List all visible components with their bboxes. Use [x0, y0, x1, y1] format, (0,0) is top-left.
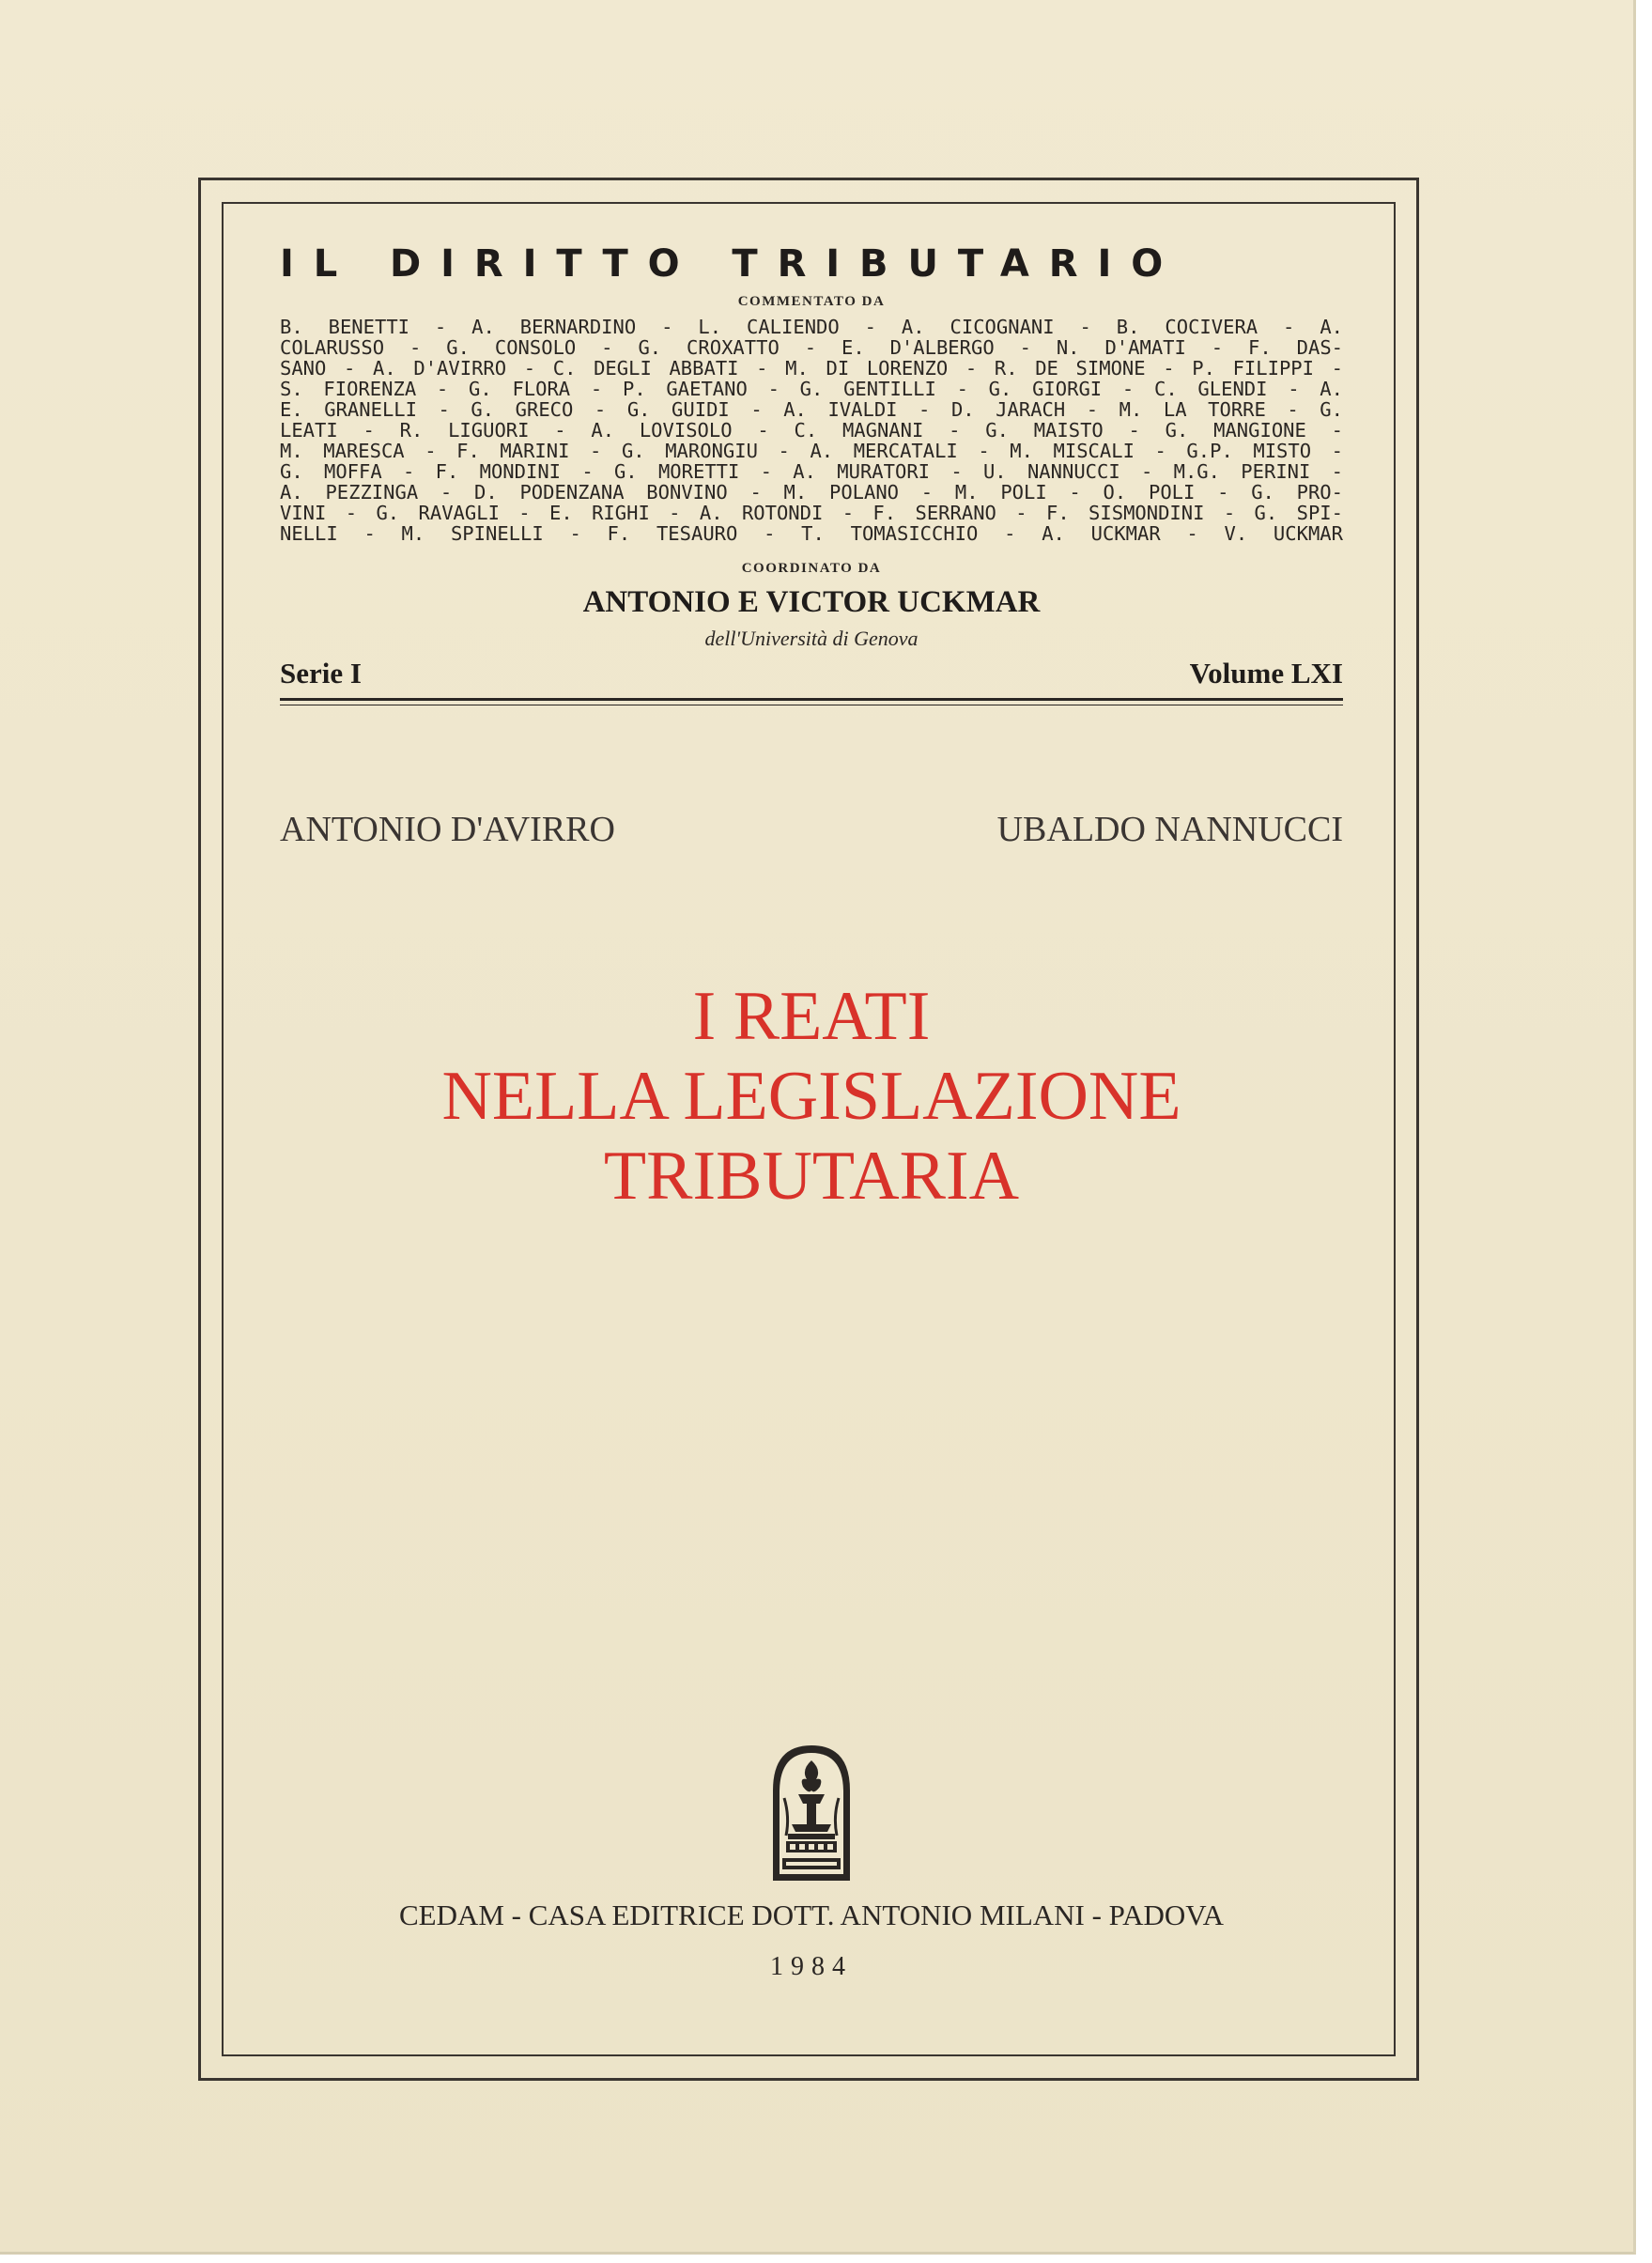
coordinated-by-label: COORDINATO DA: [741, 561, 882, 576]
series-title: IL DIRITTO TRIBUTARIO: [280, 242, 1183, 286]
author-right: UBALDO NANNUCCI: [996, 810, 1343, 849]
contributor-line: M. MARESCA - F. MARINI - G. MARONGIU - A. MERCATALI - M. MISCALI - G.P. MISTO -: [280, 440, 1343, 462]
coordinators: ANTONIO E VICTOR UCKMAR: [582, 585, 1041, 619]
contributor-line: SANO - A. D'AVIRRO - C. DEGLI ABBATI - M. DI LORENZO - R. DE SIMONE - P. FILIPPI -: [280, 357, 1343, 380]
book-title-line: I REATI: [692, 978, 931, 1055]
book-title-line: TRIBUTARIA: [603, 1138, 1020, 1215]
contributor-line: LEATI - R. LIGUORI - A. LOVISOLO - C. MAGNANI - G. MAISTO - G. MANGIONE -: [280, 419, 1343, 442]
author-left: ANTONIO D'AVIRRO: [280, 810, 615, 849]
publisher: CEDAM - CASA EDITRICE DOTT. ANTONIO MILANI - PADOVA: [398, 1899, 1225, 1931]
contributor-line: E. GRANELLI - G. GRECO - G. GUIDI - A. IVALDI - D. JARACH - M. LA TORRE - G.: [280, 398, 1343, 421]
contributor-line: A. PEZZINGA - D. PODENZANA BONVINO - M. POLANO - M. POLI - O. POLI - G. PRO-: [280, 481, 1343, 504]
contributor-line: G. MOFFA - F. MONDINI - G. MORETTI - A. MURATORI - U. NANNUCCI - M.G. PERINI -: [280, 460, 1343, 483]
volume-label: Volume LXI: [1189, 657, 1343, 690]
commented-by-label: COMMENTATO DA: [737, 294, 886, 309]
contributor-line: B. BENETTI - A. BERNARDINO - L. CALIENDO - A. CICOGNANI - B. COCIVERA - A.: [280, 316, 1343, 338]
university-affiliation: dell'Università di Genova: [704, 627, 919, 650]
series-label: Serie I: [280, 657, 362, 690]
publication-year: 1984: [770, 1952, 853, 1981]
cedam-publisher-emblem-icon: [767, 1742, 856, 1883]
book-title: [280, 977, 1343, 1217]
contributor-line: COLARUSSO - G. CONSOLO - G. CROXATTO - E. D'ALBERGO - N. D'AMATI - F. DAS-: [280, 336, 1343, 359]
contributor-line: NELLI - M. SPINELLI - F. TESAURO - T. TOMASICCHIO - A. UCKMAR - V. UCKMAR: [280, 522, 1343, 545]
contributor-line: S. FIORENZA - G. FLORA - P. GAETANO - G. GENTILLI - G. GIORGI - C. GLENDI - A.: [280, 378, 1343, 400]
book-title-line: NELLA LEGISLAZIONE: [441, 1058, 1181, 1135]
double-rule-thick: [280, 698, 1343, 701]
contributor-line: VINI - G. RAVAGLI - E. RIGHI - A. ROTONDI - F. SERRANO - F. SISMONDINI - G. SPI-: [280, 502, 1343, 524]
contributor-list: [280, 317, 1343, 544]
